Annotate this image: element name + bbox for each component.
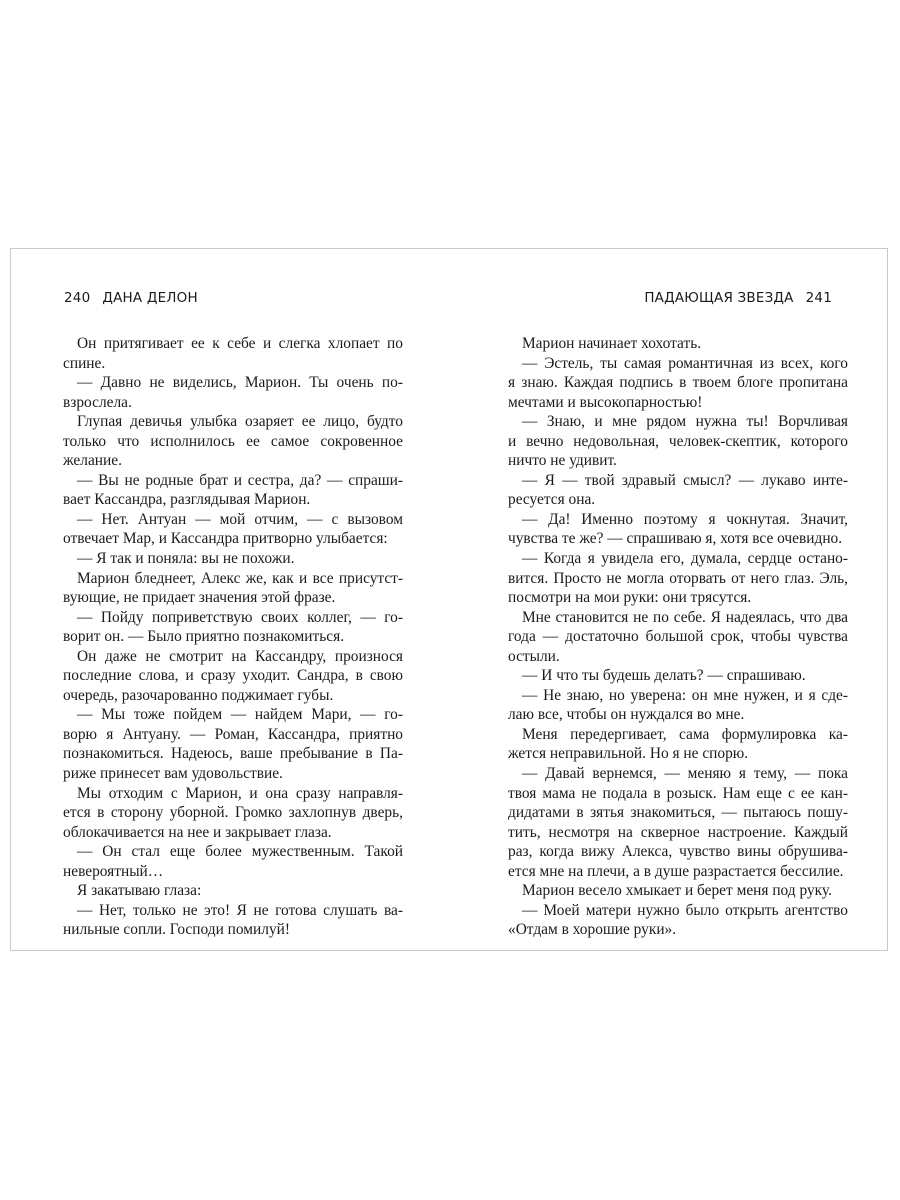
text-line: — И что ты будешь делать? — спрашиваю. (522, 667, 806, 685)
text-line: ресуется она. (508, 491, 596, 509)
text-line: Он притягивает ее к себе и слегка хлопает по (77, 335, 403, 352)
text-line: мечтами и высокопарностью! (508, 393, 703, 411)
text-line: ворю я Антуану. — Роман, Кассандра, приятно (63, 725, 403, 743)
text-line: дидатами в зятья знакомиться, — пытаюсь пошу- (508, 804, 848, 822)
left-body-text (63, 334, 403, 940)
text-line: — Мы тоже пойдем — найдем Мари, — го- (77, 706, 403, 724)
book-spread (10, 248, 888, 951)
text-line: ется мне на плечи, а в душе разрастается бессилие. (508, 862, 844, 880)
left-page (11, 249, 450, 950)
text-line: посмотри на мои руки: они трясутся. (508, 589, 752, 607)
text-line: Я закатываю глаза: (77, 882, 202, 900)
text-line: очередь, разочарованно поджимает губы. (63, 686, 334, 704)
text-line: — Давай вернемся, — меняю я тему, — пока (522, 765, 848, 783)
left-page-number: 240 (64, 290, 91, 306)
text-line: и вечно недовольная, человек-скептик, которого (508, 432, 848, 450)
text-line: ется в сторону уборной. Громко захлопнув дверь, (63, 804, 403, 822)
text-line: нильные сопли. Господи помилуй! (63, 921, 291, 939)
text-line: невероятный… (63, 862, 164, 880)
text-line: облокачивается на нее и закрывает глаза. (63, 823, 332, 841)
text-line: вующие, не придает значения этой фразе. (63, 589, 336, 607)
text-line: — Когда я увидела его, думала, сердце остано- (522, 550, 848, 568)
left-running-head (64, 290, 198, 306)
text-line: чувства те же? — спрашиваю я, хотя все очевидно. (508, 530, 843, 548)
text-line: Меня передергивает, сама формулировка ка- (522, 725, 848, 743)
text-line: — Эстель, ты самая романтичная из всех, кого (522, 354, 848, 372)
text-line: только что исполнилось ее самое сокровенное (63, 432, 403, 450)
text-line: отвечает Мар, и Кассандра притворно улыбается: (63, 530, 388, 548)
text-line: Марион весело хмыкает и берет меня под руку. (522, 882, 832, 900)
text-line: Мы отходим с Марион, и она сразу направля- (77, 784, 403, 802)
text-line: — Нет. Антуан — мой отчим, — с вызовом (77, 510, 403, 528)
right-page (450, 249, 889, 950)
text-line: жется неправильной. Но я не спорю. (508, 745, 749, 763)
text-line: вится. Просто не могла оторвать от него глаз. Эль, (508, 569, 848, 587)
text-line: — Я так и поняла: вы не похожи. (77, 550, 295, 568)
text-line: — Не знаю, но уверена: он мне нужен, и я сде- (522, 686, 848, 704)
right-running-head-title: ПАДАЮЩАЯ ЗВЕЗДА (644, 290, 794, 306)
text-line: твоя мама не подала в розыск. Нам еще с ее кан- (508, 784, 848, 802)
text-line: — Вы не родные брат и сестра, да? — спраши- (77, 471, 403, 489)
text-line: я знаю. Каждая подпись в твоем блоге пропитана (508, 374, 848, 392)
text-line: Глупая девичья улыбка озаряет ее лицо, будто (77, 413, 403, 431)
right-page-number: 241 (805, 290, 832, 306)
text-line: Он даже не смотрит на Кассандру, произнося (77, 647, 403, 665)
text-line: — Знаю, и мне рядом нужна ты! Ворчливая (522, 413, 848, 431)
text-line: — Давно не виделись, Марион. Ты очень по- (77, 374, 403, 392)
text-line: Марион бледнеет, Алекс же, как и все присутст- (77, 569, 403, 587)
text-line: желание. (63, 452, 122, 470)
text-line: ворит он. — Было приятно познакомиться. (63, 628, 345, 646)
text-line: лаю все, чтобы он нуждался во мне. (508, 706, 745, 724)
text-line: ничто не удивит. (508, 452, 617, 470)
text-line: последние слова, и сразу уходит. Сандра, в свою (63, 667, 403, 685)
text-line: тить, несмотря на скверное настроение. Каждый (508, 823, 848, 841)
text-line: вает Кассандра, разглядывая Марион. (63, 491, 311, 509)
text-line: — Он стал еще более мужественным. Такой (77, 843, 403, 861)
text-line: — Нет, только не это! Я не готова слушать ва- (77, 901, 403, 919)
text-line: года — достаточно большой срок, чтобы чувства (508, 628, 848, 646)
text-line: раз, когда вижу Алекса, чувство вины обрушива- (508, 843, 848, 861)
text-line: — Моей матери нужно было открыть агентство (522, 901, 848, 919)
text-line: Мне становится не по себе. Я надеялась, что два (522, 608, 848, 626)
right-body-text (508, 334, 848, 940)
left-running-head-title: ДАНА ДЕЛОН (102, 290, 198, 306)
text-line: взрослела. (63, 393, 132, 411)
text-line: «Отдам в хорошие руки». (508, 921, 677, 939)
text-line: риже принесет вам удовольствие. (63, 765, 283, 783)
text-line: — Я — твой здравый смысл? — лукаво инте- (522, 471, 848, 489)
text-line: Марион начинает хохотать. (522, 335, 702, 352)
text-line: остыли. (508, 647, 560, 665)
text-line: познакомиться. Надеюсь, ваше пребывание в Па- (63, 745, 403, 763)
text-line: — Да! Именно поэтому я чокнутая. Значит, (522, 510, 848, 528)
text-line: — Пойду поприветствую своих коллег, — го- (77, 608, 403, 626)
right-running-head (644, 290, 832, 306)
text-line: спине. (63, 354, 106, 372)
